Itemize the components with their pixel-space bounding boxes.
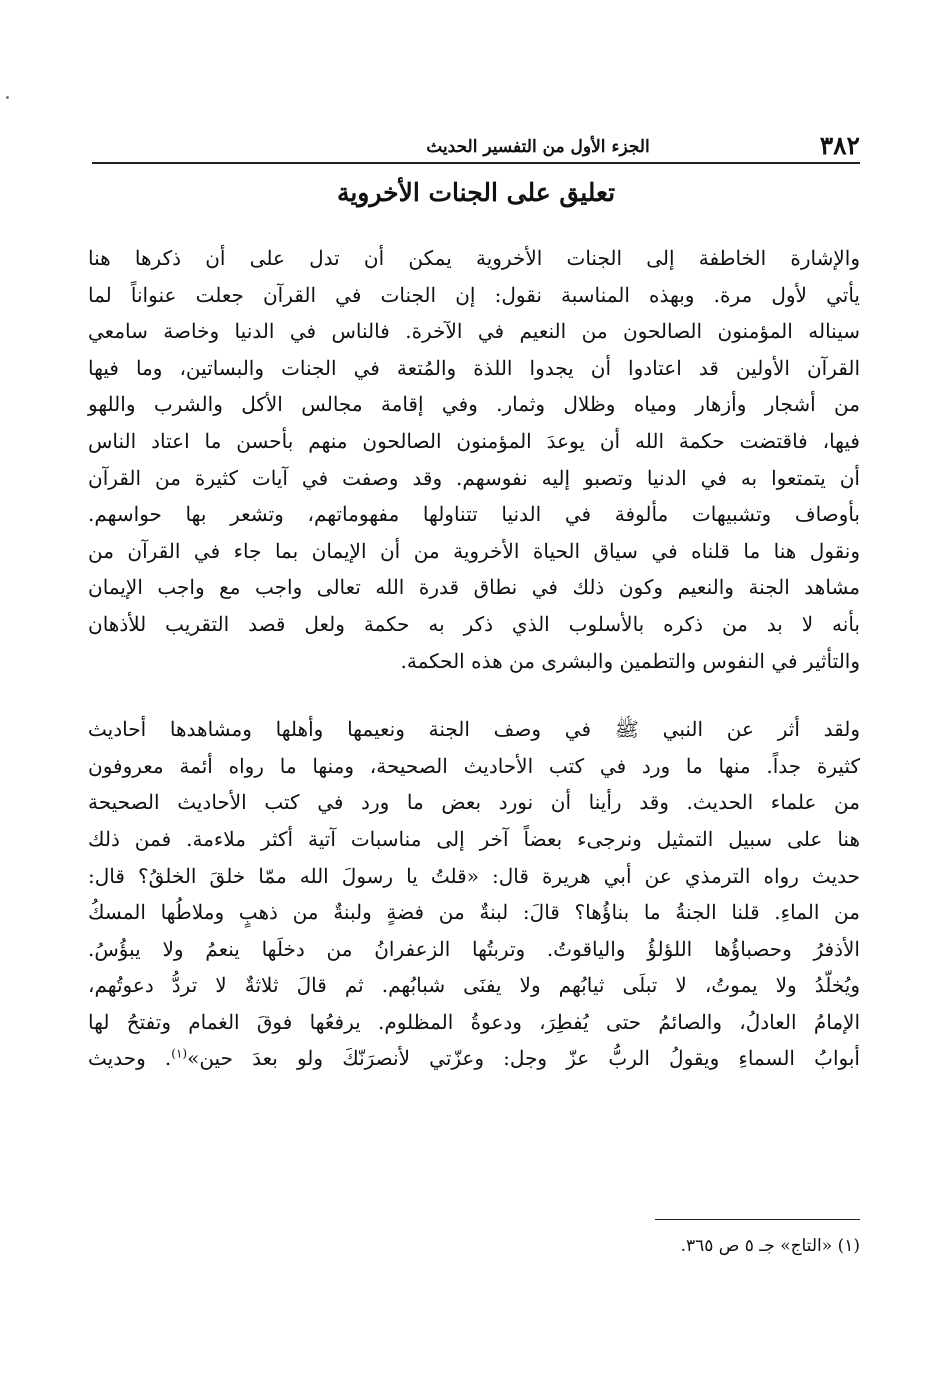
text-line: أن يتمتعوا به في الدنيا وتصبو إليه نفوسهم. وقد وصفت في آيات كثيرة من القرآن (88, 465, 860, 490)
text-line: ونقول هنا ما قلناه في سياق الحياة الأخروية من أن الإيمان بما جاء في القرآن من (88, 538, 860, 563)
text-line: الإمامُ العادلُ، والصائمُ حتى يُفطِرَ، ودعوةُ المظلوم. يرفعُها فوقَ الغمام وتفتحُ لها (88, 1009, 860, 1034)
text-line: كثيرة جداً. منها ما ورد في كتب الأحاديث الصحيحة، ومنها ما رواه أئمة معروفون (88, 753, 860, 778)
scan-speck (6, 96, 9, 99)
text-line: من أشجار وأزهار ومياه وظلال وثمار. وفي إقامة مجالس الأكل والشرب واللهو (88, 392, 860, 417)
footnote-rule (655, 1219, 860, 1220)
text-line: حديث رواه الترمذي عن أبي هريرة قال: «قلتُ يا رسولَ الله ممّا خلقَ الخلقُ؟ قال: (88, 863, 860, 888)
text-line: ولقد أثر عن النبي ﷺ في وصف الجنة ونعيمها وأهلها ومشاهدها أحاديث (88, 717, 860, 742)
text-line: هنا على سبيل التمثيل ونرجىء بعضاً آخر إلى مناسبات آتية أكثر ملاءمة. فمن ذلك (88, 826, 860, 851)
page-number: ٣٨٢ (819, 131, 860, 160)
running-header (92, 124, 860, 158)
text-line: من علماء الحديث. وقد رأينا أن نورد بعض ما ورد في كتب الأحاديث الصحيحة (88, 790, 860, 815)
text-line: من الماءِ. قلنا الجنةُ ما بناؤُها؟ قالَ: لبنةٌ من فضةٍ ولبنةٌ من ذهبٍ وملاطُها المسكُ (88, 900, 860, 925)
header-rule (92, 162, 860, 164)
paragraph-2 (88, 711, 860, 1077)
paragraph-1 (88, 240, 860, 679)
text-line: والتأثير في النفوس والتطمين والبشرى من هذه الحكمة. (400, 648, 860, 673)
text-line-with-footnote (88, 1040, 860, 1077)
text-run: . وحديث (88, 1046, 172, 1071)
text-line: القرآن الأولين قد اعتادوا أن يجدوا اللذة والمُتعة في الجنات والبساتين، وما فيها (88, 355, 860, 380)
text-line: بأوصاف وتشبيهات مألوفة في الدنيا تتناولها مفهوماتهم، وتشعر بها حواسهم. (88, 502, 860, 527)
running-title: الجزء الأول من التفسير الحديث (426, 137, 650, 157)
text-line: مشاهد الجنة والنعيم وكون ذلك في نطاق قدرة الله تعالى واجب مع واجب الإيمان (88, 575, 860, 600)
text-line: فيها، فاقتضت حكمة الله أن يوعدَ المؤمنون الصالحون منهم بأحسن ما اعتاد الناس (88, 428, 860, 453)
text-run: أبوابُ السماءِ ويقولُ الربُّ عزّ وجل: وعزّتي لأنصرَنّكَ ولو بعدَ حين» (187, 1046, 860, 1071)
text-line: بأنه لا بد من ذكره بالأسلوب الذي ذكر به حكمة ولعل قصد التقريب للأذهان (88, 611, 860, 636)
text-line: والإشارة الخاطفة إلى الجنات الأخروية يمكن أن تدل على أن ذكرها هنا (88, 246, 860, 270)
paragraph-gap (88, 679, 860, 711)
body-text (88, 240, 860, 1077)
footnote: (١) «التاج» جـ ٥ ص ٣٦٥. (680, 1236, 860, 1256)
section-heading: تعليق على الجنات الأخروية (336, 178, 616, 207)
footnote-marker[interactable]: (١) (171, 1046, 188, 1061)
text-line: يأتي لأول مرة. وبهذه المناسبة نقول: إن الجنات في القرآن جعلت عنواناً لما (88, 282, 860, 307)
text-line: الأذفرُ وحصباؤُها اللؤلؤُ والياقوتُ. وتربتُها الزعفرانُ من دخلَها ينعمُ ولا يبؤُسُ. (88, 936, 860, 961)
text-line: ويُخلّدُ ولا يموتُ، لا تبلَى ثيابُهم ولا يفنَى شبابُهم. ثم قالَ ثلاثةٌ لا تردُّ دعوتُهم، (88, 973, 861, 998)
text-line: سيناله المؤمنون الصالحون من النعيم في الآخرة. فالناس في الدنيا وخاصة سامعي (88, 319, 860, 344)
